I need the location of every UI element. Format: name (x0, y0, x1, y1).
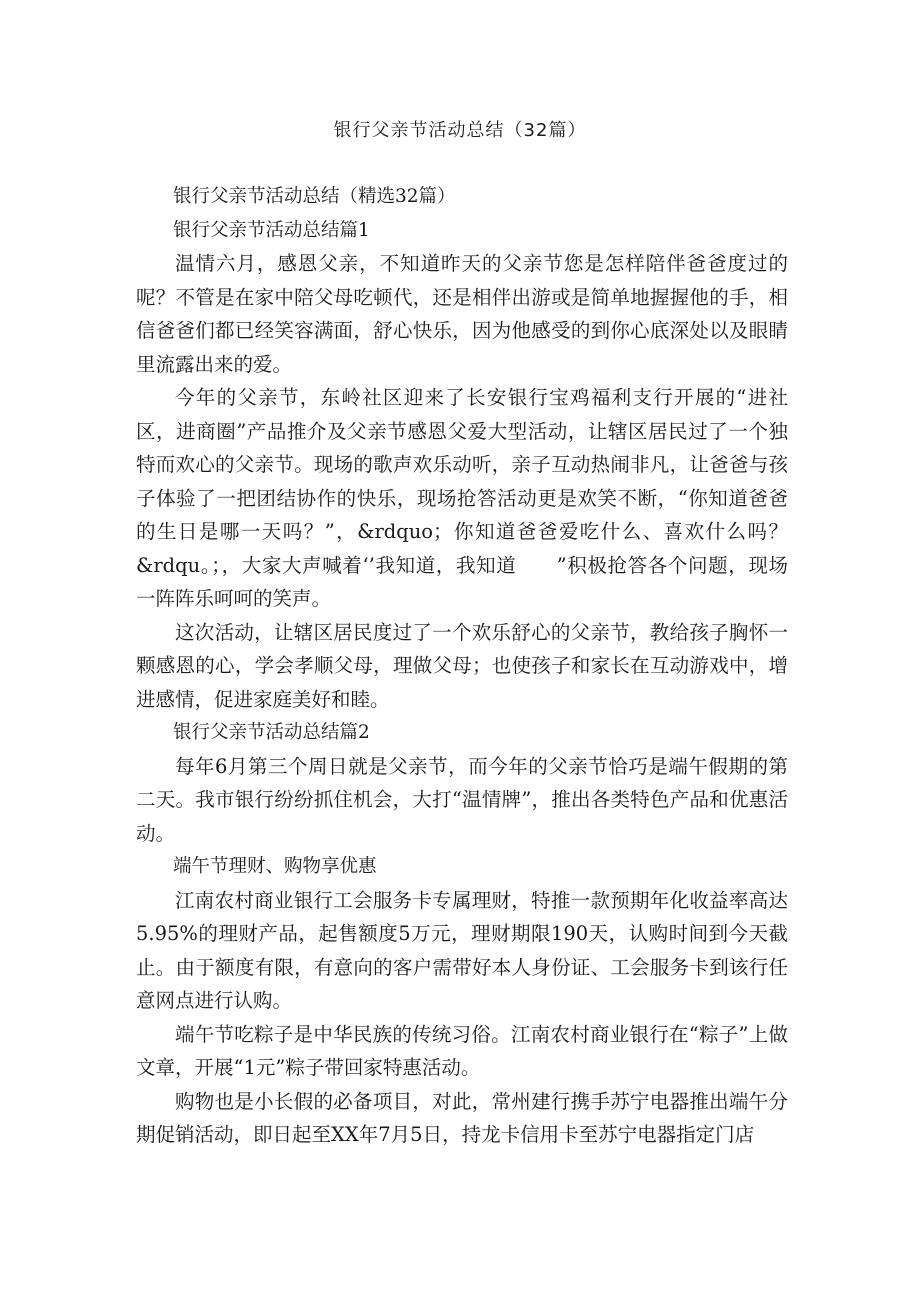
section-2-paragraph-1: 每年6月第三个周日就是父亲节，而今年的父亲节恰巧是端午假期的第二天。我市银行纷纷抓住机会，大打“温情牌”，推出各类特色产品和优惠活动。 (136, 754, 788, 845)
section-2-paragraph-4: 购物也是小长假的必备项目，对此，常州建行携手苏宁电器推出端午分期促销活动，即日起至XX年7月5日，持龙卡信用卡至苏宁电器指定门店 (136, 1089, 788, 1146)
document-body (136, 180, 788, 1152)
document-title: 银行父亲节活动总结（32篇） (333, 120, 587, 141)
section-2-paragraph-2: 江南农村商业银行工会服务卡专属理财，特推一款预期年化收益率高达5.95%的理财产品，起售额度5万元，理财期限190天，认购时间到今天截止。由于额度有限，有意向的客户需带好本人身份证、工会服务卡到该行任意网点进行认购。 (136, 888, 788, 1012)
section-1-paragraph-1: 温情六月，感恩父亲，不知道昨天的父亲节您是怎样陪伴爸爸度过的呢？不管是在家中陪父母吃顿代，还是相伴出游或是简单地握握他的手，相信爸爸们都已经笑容满面，舒心快乐，因为他感受的到你心底深处以及眼睛里流露出来的爱。 (136, 252, 788, 376)
section-1-heading: 银行父亲节活动总结篇1 (173, 219, 370, 241)
section-1-paragraph-2: 今年的父亲节，东岭社区迎来了长安银行宝鸡福利支行开展的“进社区，进商圈”产品推介及父亲节感恩父爱大型活动，让辖区居民过了一个独特而欢心的父亲节。现场的歌声欢乐动听，亲子互动热闹非凡，让爸爸与孩子体验了一把团结协作的快乐，现场抢答活动更是欢笑不断，“你知道爸爸的生日是哪一天吗？”，&rdquo；你知道爸爸爱吃什么、喜欢什么吗？&rdqu。；，大家大声喊着‘’我知道，我知道 ”积极抢答各个问题，现场一阵阵乐呵呵的笑声。 (136, 386, 788, 610)
section-1-paragraph-3: 这次活动，让辖区居民度过了一个欢乐舒心的父亲节，教给孩子胸怀一颗感恩的心，学会孝顺父母，理做父母；也使孩子和家长在互动游戏中，增进感情，促进家庭美好和睦。 (136, 620, 788, 711)
section-2-heading: 银行父亲节活动总结篇2 (173, 722, 370, 743)
section-2-paragraph-3: 端午节吃粽子是中华民族的传统习俗。江南农村商业银行在“粽子”上做文章，开展“1元”粽子带回家特惠活动。 (136, 1022, 788, 1079)
document-subtitle: 银行父亲节活动总结（精选32篇） (173, 186, 456, 207)
section-2-subheading: 端午节理财、购物享优惠 (173, 856, 377, 877)
